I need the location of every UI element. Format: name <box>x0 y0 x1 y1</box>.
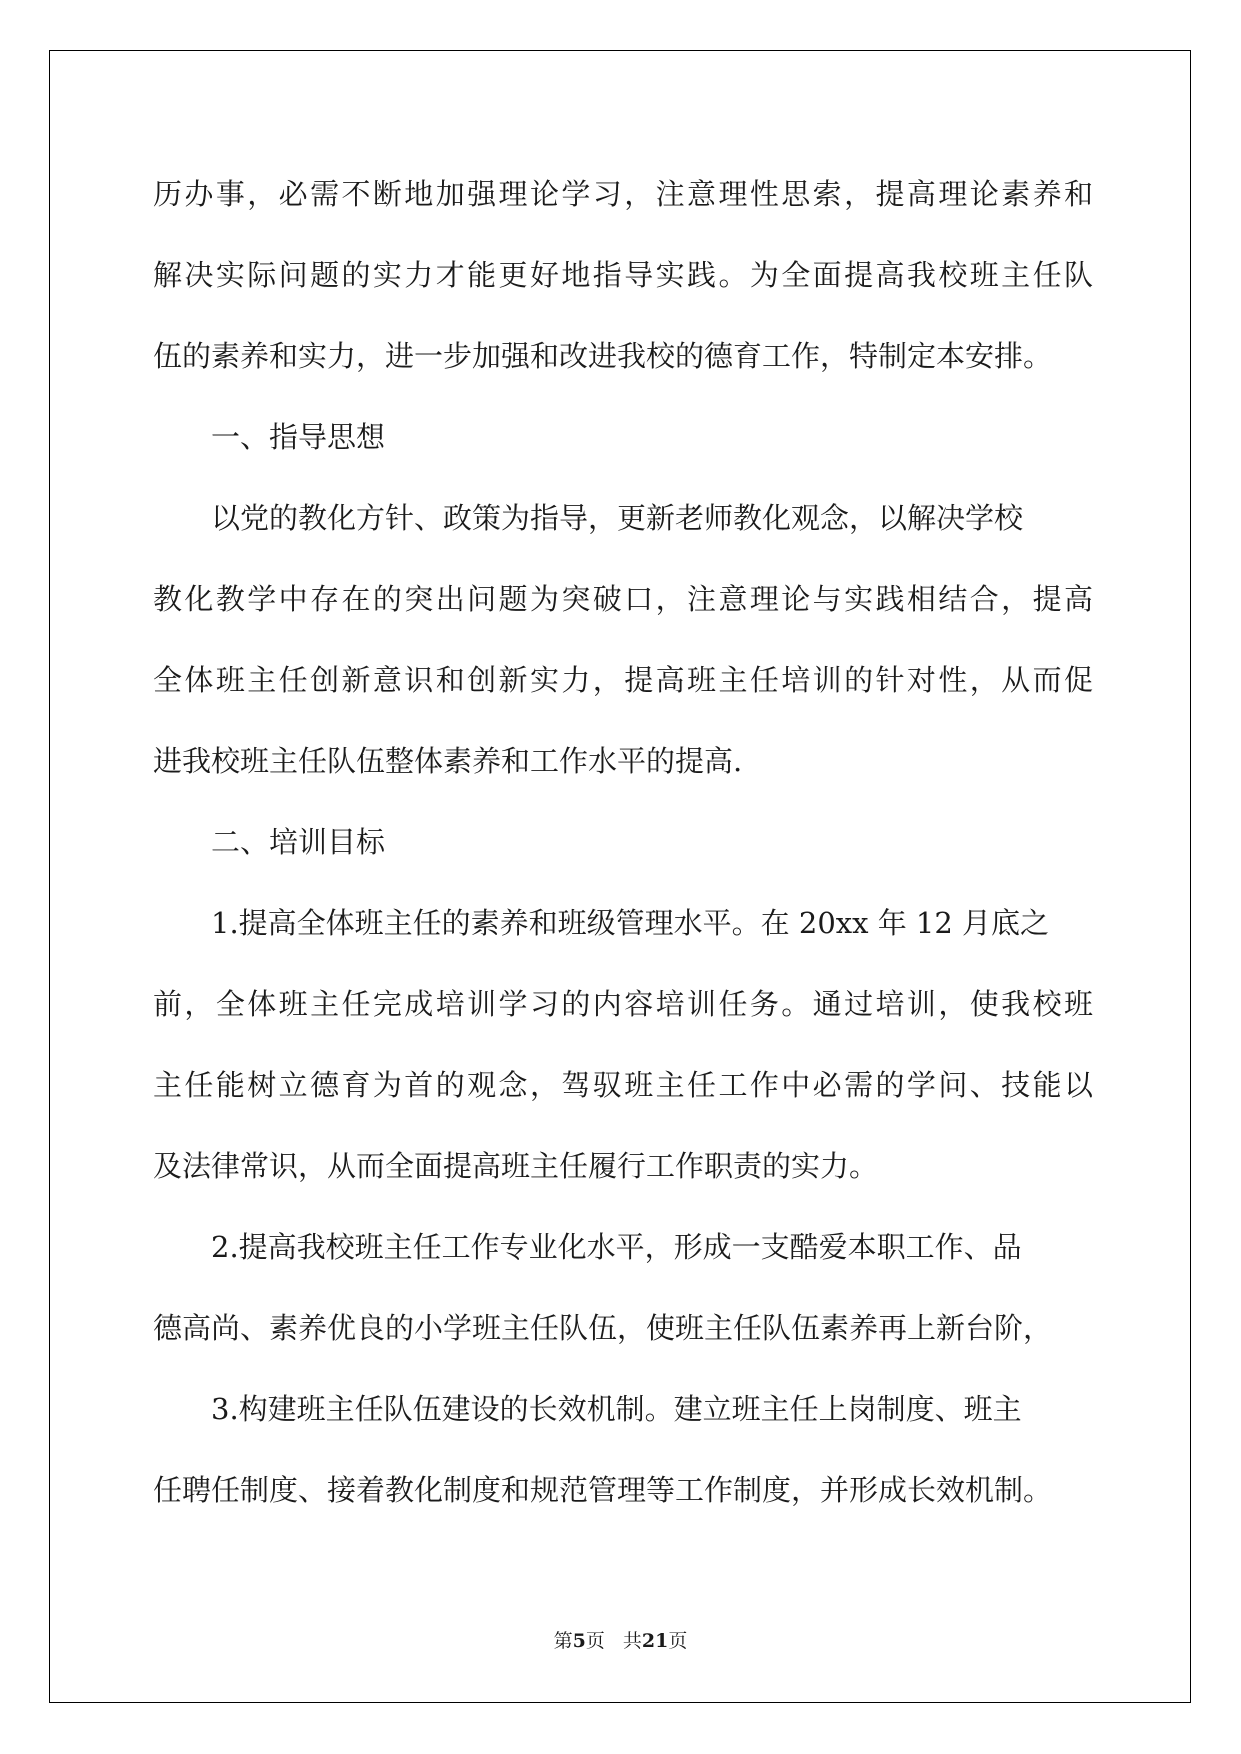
section-heading-guiding-ideology: 一、指导思想 <box>211 420 386 454</box>
total-suffix: 页 <box>668 1630 688 1652</box>
page-prefix: 第 <box>553 1630 573 1652</box>
paragraph-line: 及法律常识，从而全面提高班主任履行工作职责的实力。 <box>153 1149 879 1183</box>
paragraph-line: 1.提高全体班主任的素养和班级管理水平。在 20xx 年 12 月底之 <box>211 906 1050 940</box>
paragraph-line: 2.提高我校班主任工作专业化水平，形成一支酷爱本职工作、品 <box>211 1230 1022 1264</box>
paragraph-line: 全体班主任创新意识和创新实力，提高班主任培训的针对性，从而促 <box>153 663 1093 697</box>
section-heading-training-goals: 二、培训目标 <box>211 825 386 859</box>
paragraph-line: 历办事，必需不断地加强理论学习，注意理性思索，提高理论素养和 <box>153 177 1093 211</box>
page-number: 5 <box>572 1630 586 1652</box>
total-pages: 21 <box>641 1630 669 1652</box>
paragraph-line: 以党的教化方针、政策为指导，更新老师教化观念，以解决学校 <box>211 501 1024 535</box>
paragraph-line: 伍的素养和实力，进一步加强和改进我校的德育工作，特制定本安排。 <box>153 339 1053 373</box>
paragraph-line: 进我校班主任队伍整体素养和工作水平的提高. <box>153 744 743 778</box>
paragraph-line: 3.构建班主任队伍建设的长效机制。建立班主任上岗制度、班主 <box>211 1392 1022 1426</box>
page-footer <box>0 1626 1241 1653</box>
paragraph-line: 教化教学中存在的突出问题为突破口，注意理论与实践相结合，提高 <box>153 582 1093 616</box>
paragraph-line: 任聘任制度、接着教化制度和规范管理等工作制度，并形成长效机制。 <box>153 1473 1053 1507</box>
paragraph-line: 德高尚、素养优良的小学班主任队伍，使班主任队伍素养再上新台阶， <box>153 1311 1053 1345</box>
paragraph-line: 前，全体班主任完成培训学习的内容培训任务。通过培训，使我校班 <box>153 987 1093 1021</box>
document-body <box>153 154 1093 1531</box>
paragraph-line: 解决实际问题的实力才能更好地指导实践。为全面提高我校班主任队 <box>153 258 1093 292</box>
page-suffix: 页 <box>585 1630 605 1652</box>
paragraph-line: 主任能树立德育为首的观念，驾驭班主任工作中必需的学问、技能以 <box>153 1068 1093 1102</box>
total-prefix: 共 <box>622 1630 642 1652</box>
